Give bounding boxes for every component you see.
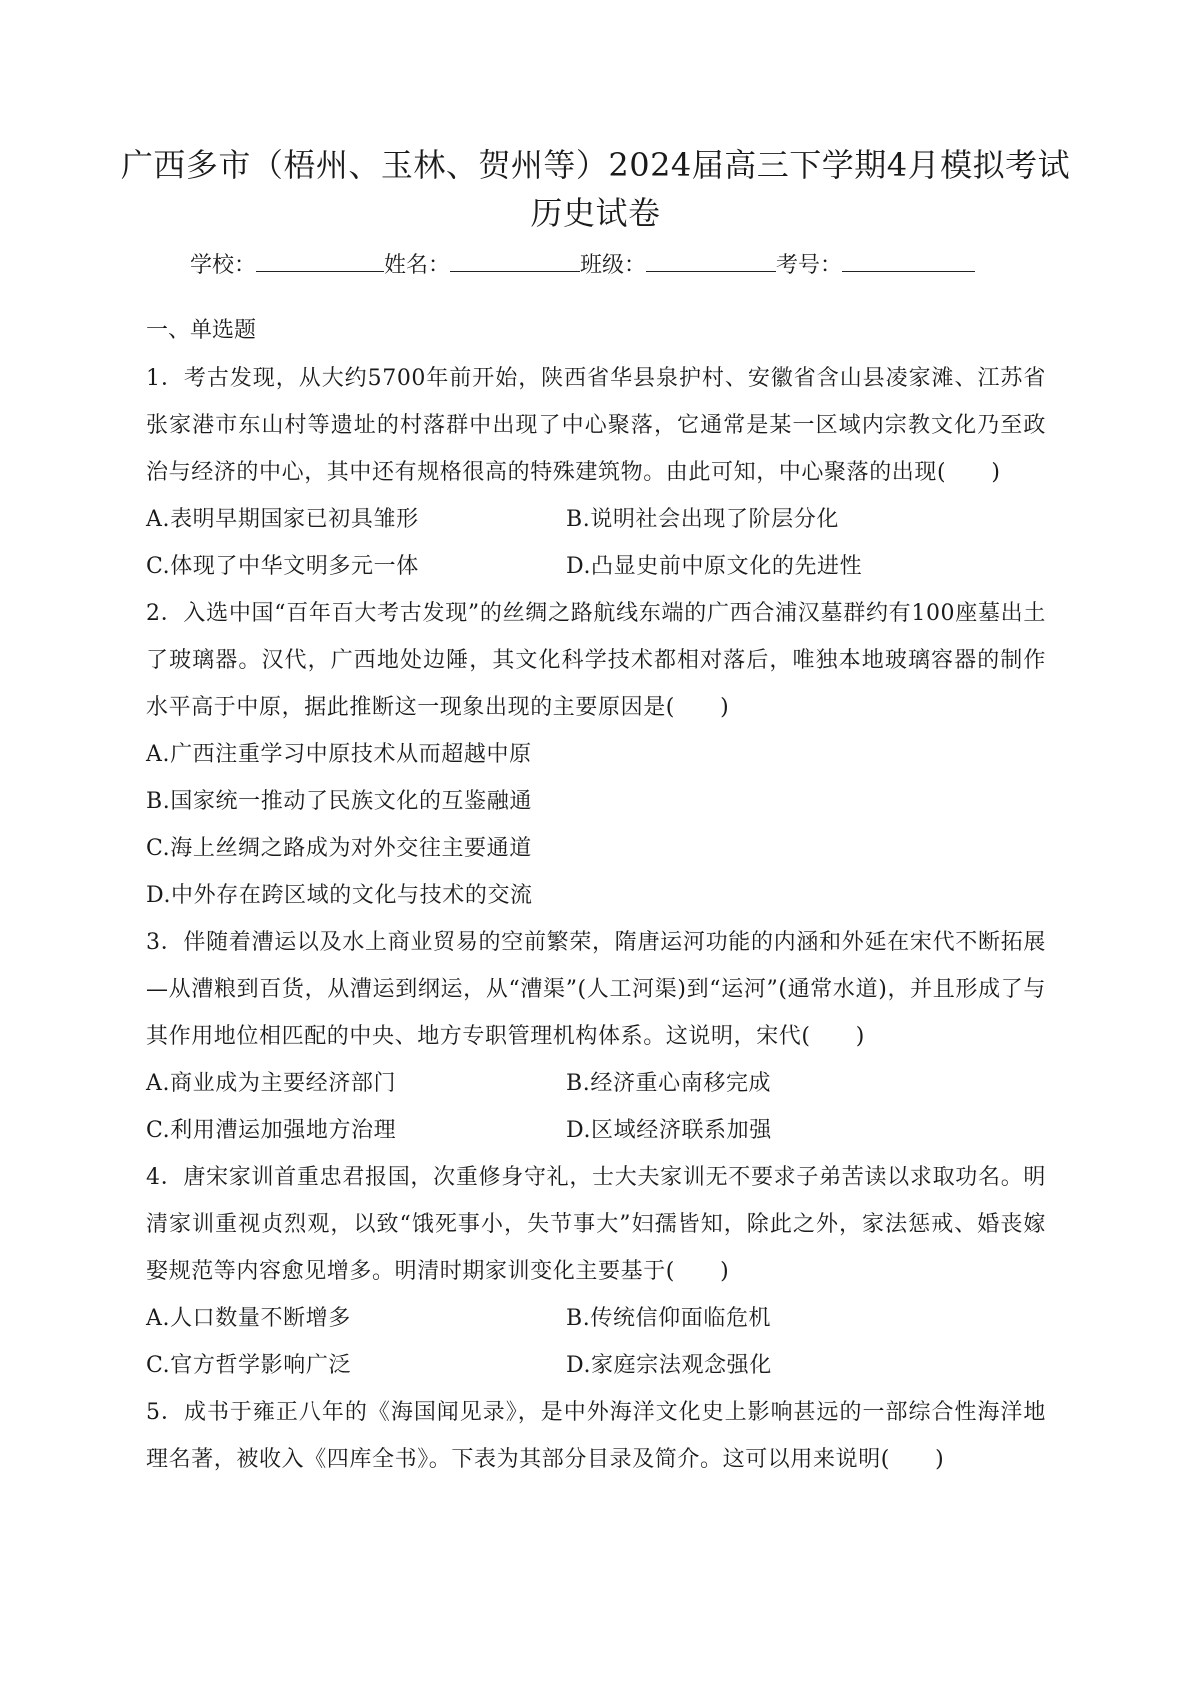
- question-2-text: 2．入选中国“百年百大考古发现”的丝绸之路航线东端的广西合浦汉墓群约有100座墓出土了玻璃器。汉代，广西地处边陲，其文化科学技术都相对落后，唯独本地玻璃容器的制作水平高于中原，据此推断这一现象出现的主要原因是( ): [146, 601, 1046, 720]
- question-4-option-d: D.家庭宗法观念强化: [566, 1353, 772, 1378]
- exam-no-label: 考号：: [776, 253, 843, 278]
- question-3-option-d: D.区域经济联系加强: [566, 1118, 772, 1143]
- exam-title: 广西多市（梧州、玉林、贺州等）2024届高三下学期4月模拟考试: [120, 146, 1071, 184]
- student-info-row: [190, 247, 975, 282]
- question-4-text: 4．唐宋家训首重忠君报国，次重修身守礼，士大夫家训无不要求子弟苦读以求取功名。明清家训重视贞烈观，以致“饿死事小，失节事大”妇孺皆知，除此之外，家法惩戒、婚丧嫁娶规范等内容愈见增多。明清时期家训变化主要基于( ): [146, 1165, 1046, 1284]
- question-4-option-b: B.传统信仰面临危机: [566, 1306, 772, 1331]
- question-2-option-d: D.中外存在跨区域的文化与技术的交流: [146, 883, 533, 908]
- question-1-text: 1．考古发现，从大约5700年前开始，陕西省华县泉护村、安徽省含山县凌家滩、江苏省张家港市东山村等遗址的村落群中出现了中心聚落，它通常是某一区域内宗教文化乃至政治与经济的中心，其中还有规格很高的特殊建筑物。由此可知，中心聚落的出现( ): [146, 366, 1046, 485]
- section-title: 一、单选题: [146, 318, 257, 343]
- name-label: 姓名：: [384, 253, 451, 278]
- questions-block: [146, 355, 1046, 1483]
- question-3-option-b: B.经济重心南移完成: [566, 1071, 772, 1096]
- question-1-option-b: B.说明社会出现了阶层分化: [566, 507, 839, 532]
- question-3-option-c: C.利用漕运加强地方治理: [146, 1118, 397, 1143]
- exam-subtitle: 历史试卷: [530, 194, 661, 232]
- question-1-option-a: A.表明早期国家已初具雏形: [146, 507, 419, 532]
- question-1-option-d: D.凸显史前中原文化的先进性: [566, 554, 863, 579]
- question-4-options-row-2: [146, 1342, 1046, 1389]
- exam-no-blank[interactable]: [842, 247, 975, 272]
- class-label: 班级：: [580, 253, 647, 278]
- school-label: 学校：: [190, 253, 257, 278]
- question-4-option-c: C.官方哲学影响广泛: [146, 1353, 352, 1378]
- question-3-options-row-1: [146, 1060, 1046, 1107]
- question-5-text: 5．成书于雍正八年的《海国闻见录》，是中外海洋文化史上影响甚远的一部综合性海洋地理名著，被收入《四库全书》。下表为其部分目录及简介。这可以用来说明( ): [146, 1400, 1046, 1472]
- name-blank[interactable]: [450, 247, 580, 272]
- class-blank[interactable]: [646, 247, 776, 272]
- school-blank[interactable]: [256, 247, 384, 272]
- question-1-options-row-2: [146, 543, 1046, 590]
- question-2-option-c: C.海上丝绸之路成为对外交往主要通道: [146, 836, 532, 861]
- question-2-option-b: B.国家统一推动了民族文化的互鉴融通: [146, 789, 532, 814]
- question-4-options-row-1: [146, 1295, 1046, 1342]
- question-4-option-a: A.人口数量不断增多: [146, 1306, 351, 1331]
- question-2-option-a: A.广西注重学习中原技术从而超越中原: [146, 742, 532, 767]
- question-3-options-row-2: [146, 1107, 1046, 1154]
- question-1-option-c: C.体现了中华文明多元一体: [146, 554, 419, 579]
- question-1-options-row-1: [146, 496, 1046, 543]
- question-3-text: 3．伴随着漕运以及水上商业贸易的空前繁荣，隋唐运河功能的内涵和外延在宋代不断拓展—从漕粮到百货，从漕运到纲运，从“漕渠”(人工河渠)到“运河”(通常水道)，并且形成了与其作用地位相匹配的中央、地方专职管理机构体系。这说明，宋代( ): [146, 930, 1046, 1049]
- question-3-option-a: A.商业成为主要经济部门: [146, 1071, 397, 1096]
